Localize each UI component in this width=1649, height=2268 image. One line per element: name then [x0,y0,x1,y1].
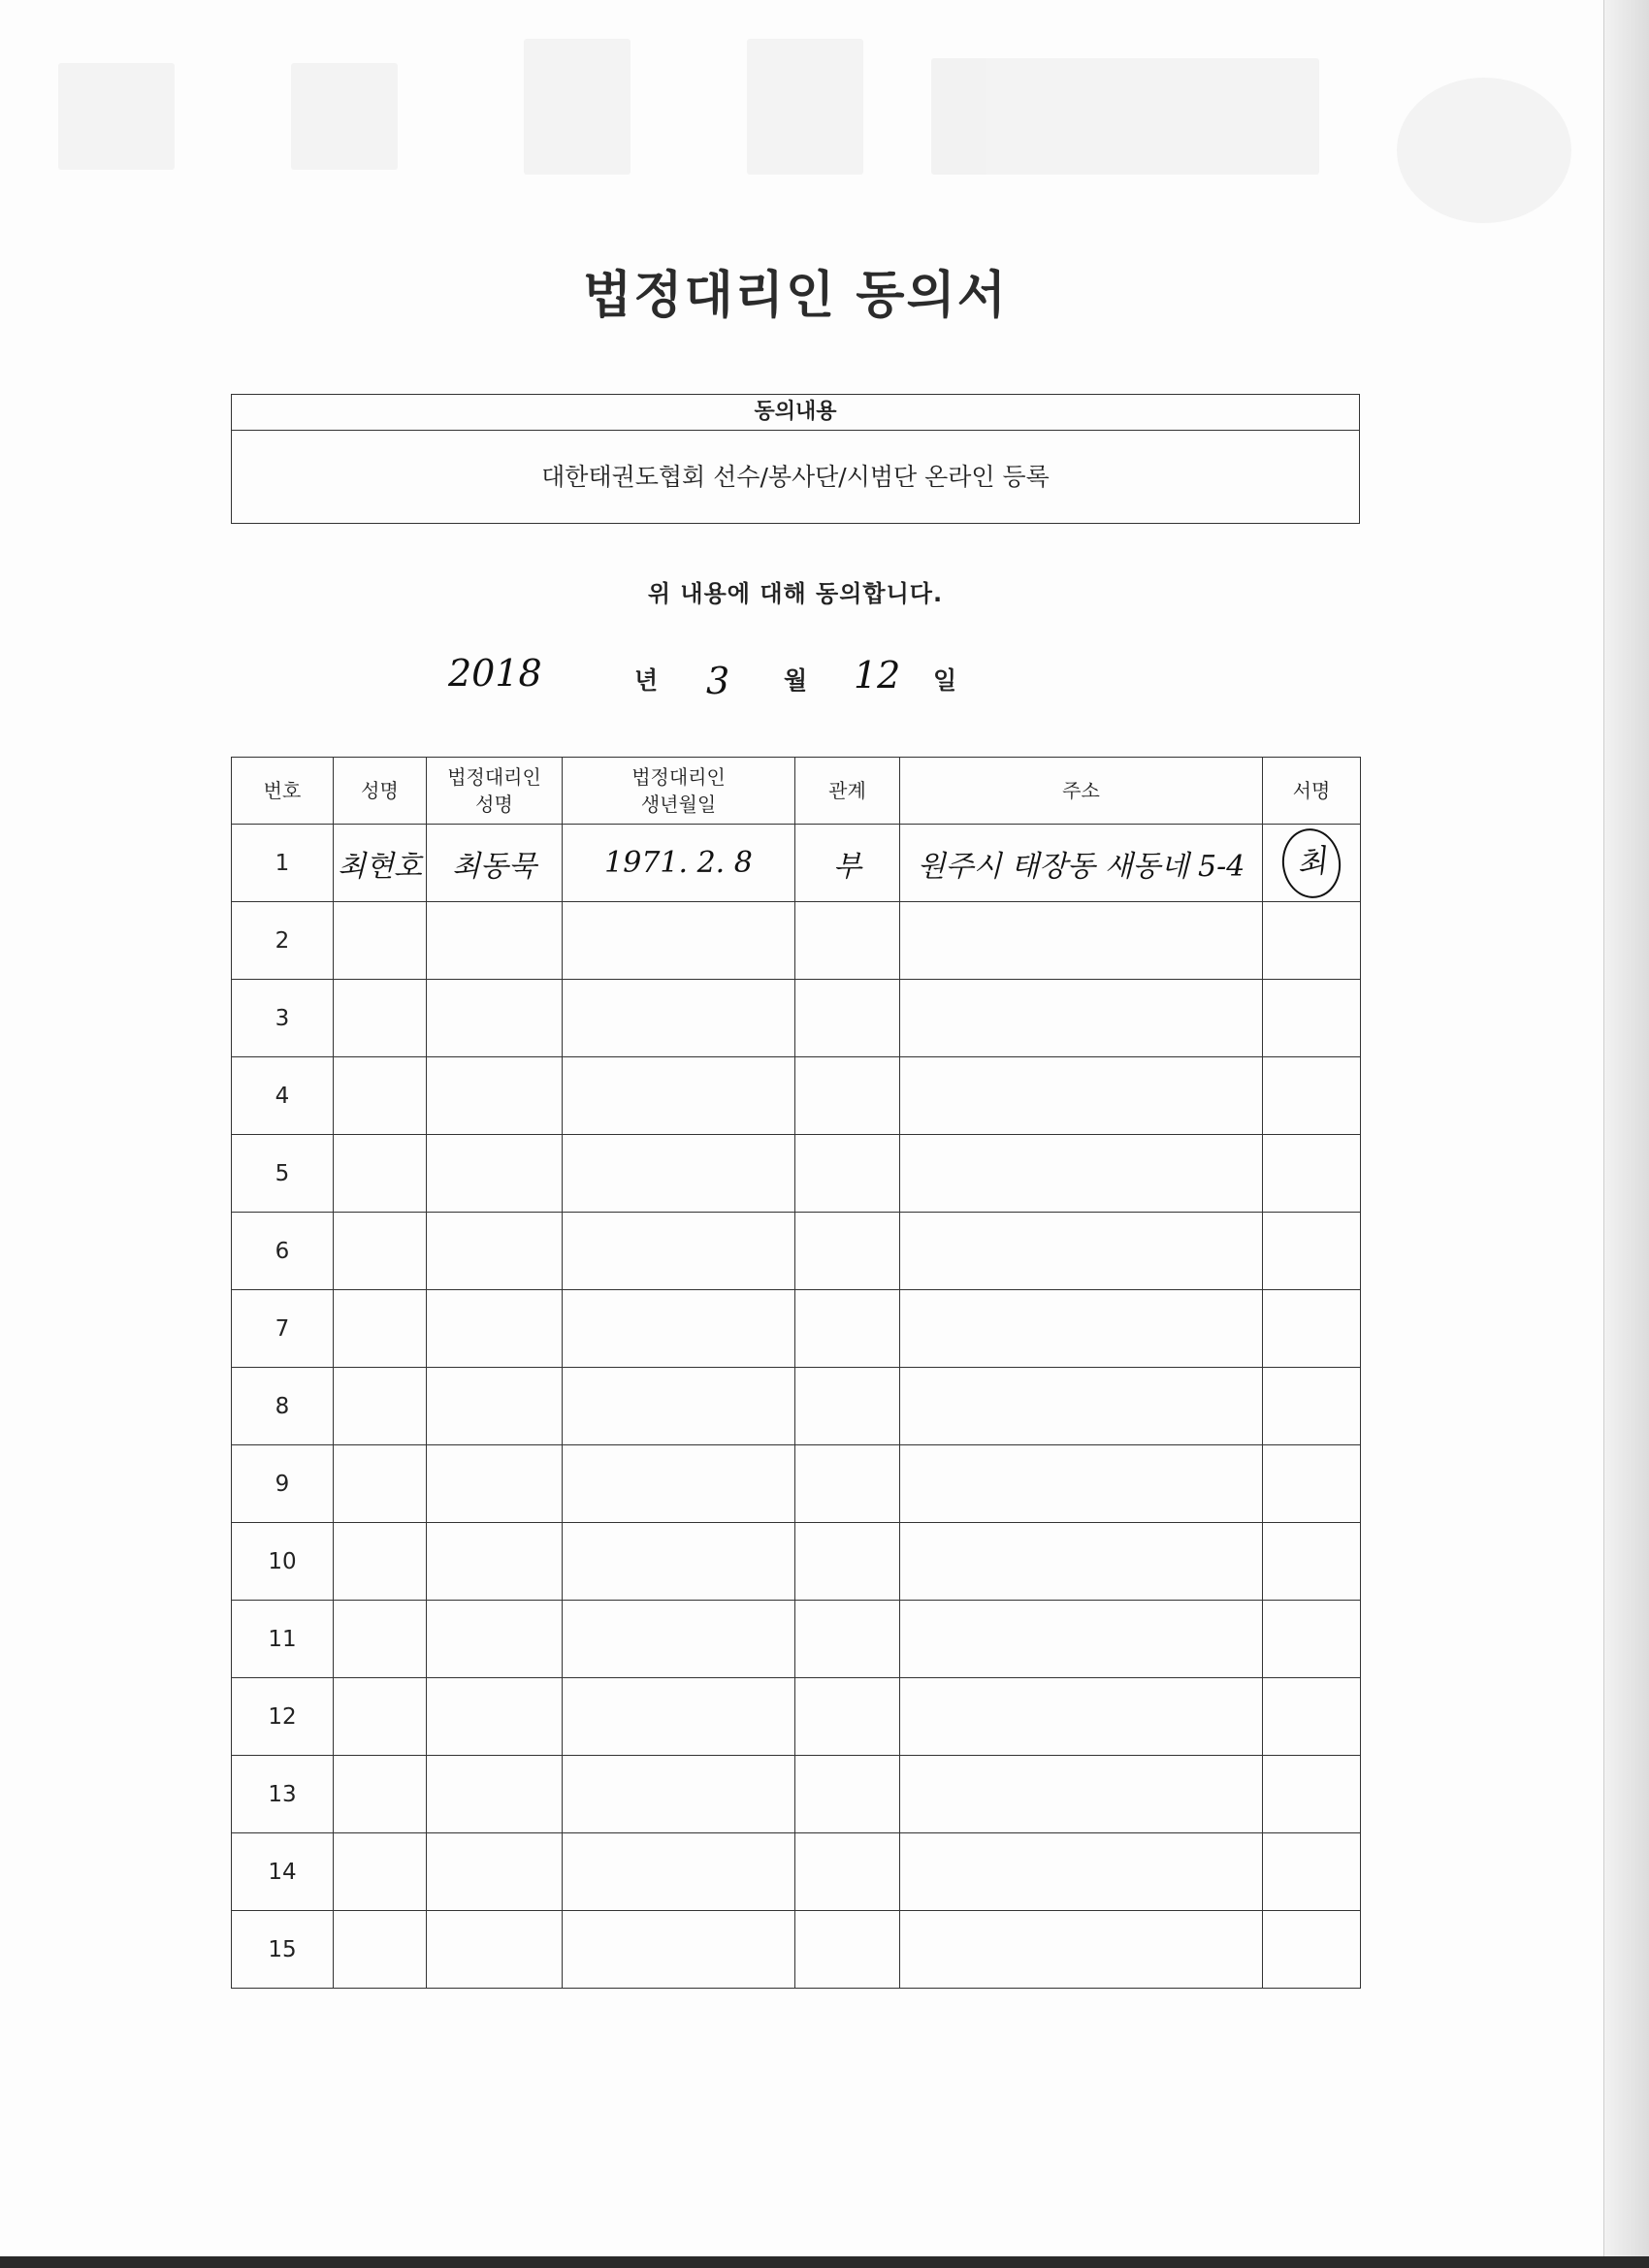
consent-content-box [231,394,1360,524]
participant-name-cell [334,1911,427,1989]
table-row [232,1445,1361,1523]
table-row [232,1368,1361,1445]
address-cell [900,1057,1263,1135]
guardian-dob-cell [563,1213,795,1290]
participant-name-cell [334,1135,427,1213]
relation-cell [795,1057,900,1135]
table-row [232,1911,1361,1989]
date-month-unit: 월 [784,666,808,695]
address-cell [900,1833,1263,1911]
relation-cell [795,1911,900,1989]
guardian-name-cell [427,1756,563,1833]
header-guardian-dob-line1: 법정대리인 [631,765,726,789]
row-number: 4 [232,1057,334,1135]
document-title: 법정대리인 동의서 [583,267,1008,325]
guardian-dob-cell [563,1135,795,1213]
agreement-statement: 위 내용에 대해 동의합니다. [647,580,944,607]
participant-name-cell [334,902,427,980]
table-row [232,980,1361,1057]
date-line [0,652,1649,720]
address-cell [900,1368,1263,1445]
participant-name-cell [334,980,427,1057]
guardian-dob-cell [563,980,795,1057]
row-number: 15 [232,1911,334,1989]
relation-cell [795,1678,900,1756]
signature-cell [1263,1523,1361,1601]
guardian-table [231,757,1361,1989]
guardian-dob-cell [563,902,795,980]
row-number: 1 [232,825,334,902]
table-row [232,1213,1361,1290]
handwritten-signature: 최 [1277,825,1344,902]
row-number: 3 [232,980,334,1057]
guardian-name-cell [427,1213,563,1290]
address-cell [900,1678,1263,1756]
guardian-name-cell [427,1135,563,1213]
header-guardian-name [427,758,563,825]
relation-cell [795,1833,900,1911]
header-relation: 관계 [795,758,900,825]
consent-heading: 동의내용 [232,395,1359,431]
table-header-row [232,758,1361,825]
table-row [232,1756,1361,1833]
address-cell [900,1911,1263,1989]
row-number: 14 [232,1833,334,1911]
signature-cell [1263,1368,1361,1445]
header-number: 번호 [232,758,334,825]
address-cell: 원주시 태장동 새동네 5-4 [900,825,1263,902]
table-row [232,1057,1361,1135]
relation-cell [795,980,900,1057]
relation-cell [795,1135,900,1213]
date-day: 12 [854,654,901,697]
signature-cell [1263,980,1361,1057]
scan-bottom-edge [0,2256,1649,2268]
signature-cell [1263,1678,1361,1756]
participant-name-cell [334,1368,427,1445]
address-cell [900,1213,1263,1290]
header-guardian-name-line1: 법정대리인 [447,765,541,789]
guardian-dob-cell [563,1678,795,1756]
relation-cell [795,1290,900,1368]
participant-name-cell [334,1057,427,1135]
address-cell [900,980,1263,1057]
participant-name-cell [334,1601,427,1678]
scan-page-edge [1603,0,1649,2268]
signature-cell [1263,1911,1361,1989]
signature-cell [1263,1445,1361,1523]
guardian-name-cell [427,1601,563,1678]
address-cell [900,1135,1263,1213]
signature-cell [1263,902,1361,980]
table-row [232,1678,1361,1756]
guardian-name-cell [427,1833,563,1911]
signature-cell [1263,1290,1361,1368]
guardian-name-cell [427,1523,563,1601]
guardian-name-cell [427,1290,563,1368]
relation-cell [795,1756,900,1833]
guardian-dob-cell [563,1290,795,1368]
guardian-dob-cell: 1971. 2. 8 [563,825,795,902]
participant-name-cell [334,1213,427,1290]
relation-cell [795,902,900,980]
table-row [232,825,1361,902]
signature-cell [1263,1833,1361,1911]
signature-cell [1263,1135,1361,1213]
guardian-dob-cell [563,1445,795,1523]
address-cell [900,1523,1263,1601]
relation-cell: 부 [795,825,900,902]
guardian-name-cell [427,1911,563,1989]
guardian-dob-cell [563,1601,795,1678]
row-number: 9 [232,1445,334,1523]
guardian-name-cell [427,980,563,1057]
header-guardian-dob-line2: 생년월일 [640,793,717,816]
signature-cell [1263,1601,1361,1678]
guardian-name-cell [427,902,563,980]
row-number: 2 [232,902,334,980]
guardian-dob-cell [563,1833,795,1911]
address-cell [900,1601,1263,1678]
guardian-name-cell [427,1368,563,1445]
participant-name-cell [334,1290,427,1368]
address-cell [900,1756,1263,1833]
guardian-dob-cell [563,1057,795,1135]
consent-text: 대한태권도협회 선수/봉사단/시범단 온라인 등록 [541,463,1050,491]
row-number: 8 [232,1368,334,1445]
table-row [232,1601,1361,1678]
table-row [232,1523,1361,1601]
header-signature: 서명 [1263,758,1361,825]
row-number: 10 [232,1523,334,1601]
guardian-name-cell [427,1678,563,1756]
row-number: 6 [232,1213,334,1290]
relation-cell [795,1213,900,1290]
row-number: 7 [232,1290,334,1368]
participant-name-cell [334,1756,427,1833]
date-month: 3 [706,660,730,702]
participant-name-cell [334,1523,427,1601]
address-cell [900,902,1263,980]
date-day-unit: 일 [933,666,957,695]
header-guardian-name-line2: 성명 [475,793,513,816]
table-row [232,1290,1361,1368]
guardian-dob-cell [563,1911,795,1989]
participant-name-cell [334,1678,427,1756]
row-number: 13 [232,1756,334,1833]
date-year: 2018 [448,652,542,695]
row-number: 11 [232,1601,334,1678]
row-number: 5 [232,1135,334,1213]
signature-cell [1263,1213,1361,1290]
participant-name-cell [334,1833,427,1911]
guardian-name-cell [427,1445,563,1523]
guardian-name-cell [427,1057,563,1135]
guardian-name-cell: 최동묵 [427,825,563,902]
table-row [232,1833,1361,1911]
relation-cell [795,1445,900,1523]
guardian-dob-cell [563,1756,795,1833]
date-year-unit: 년 [634,666,659,695]
address-cell [900,1290,1263,1368]
relation-cell [795,1523,900,1601]
bleed-through-shadow [39,19,1591,243]
relation-cell [795,1368,900,1445]
header-name: 성명 [334,758,427,825]
header-address: 주소 [900,758,1263,825]
table-row [232,902,1361,980]
guardian-dob-cell [563,1523,795,1601]
participant-name-cell: 최현호 [334,825,427,902]
row-number: 12 [232,1678,334,1756]
participant-name-cell [334,1445,427,1523]
guardian-dob-cell [563,1368,795,1445]
signature-cell [1263,825,1361,902]
address-cell [900,1445,1263,1523]
signature-cell [1263,1057,1361,1135]
table-row [232,1135,1361,1213]
signature-cell [1263,1756,1361,1833]
relation-cell [795,1601,900,1678]
header-guardian-dob [563,758,795,825]
